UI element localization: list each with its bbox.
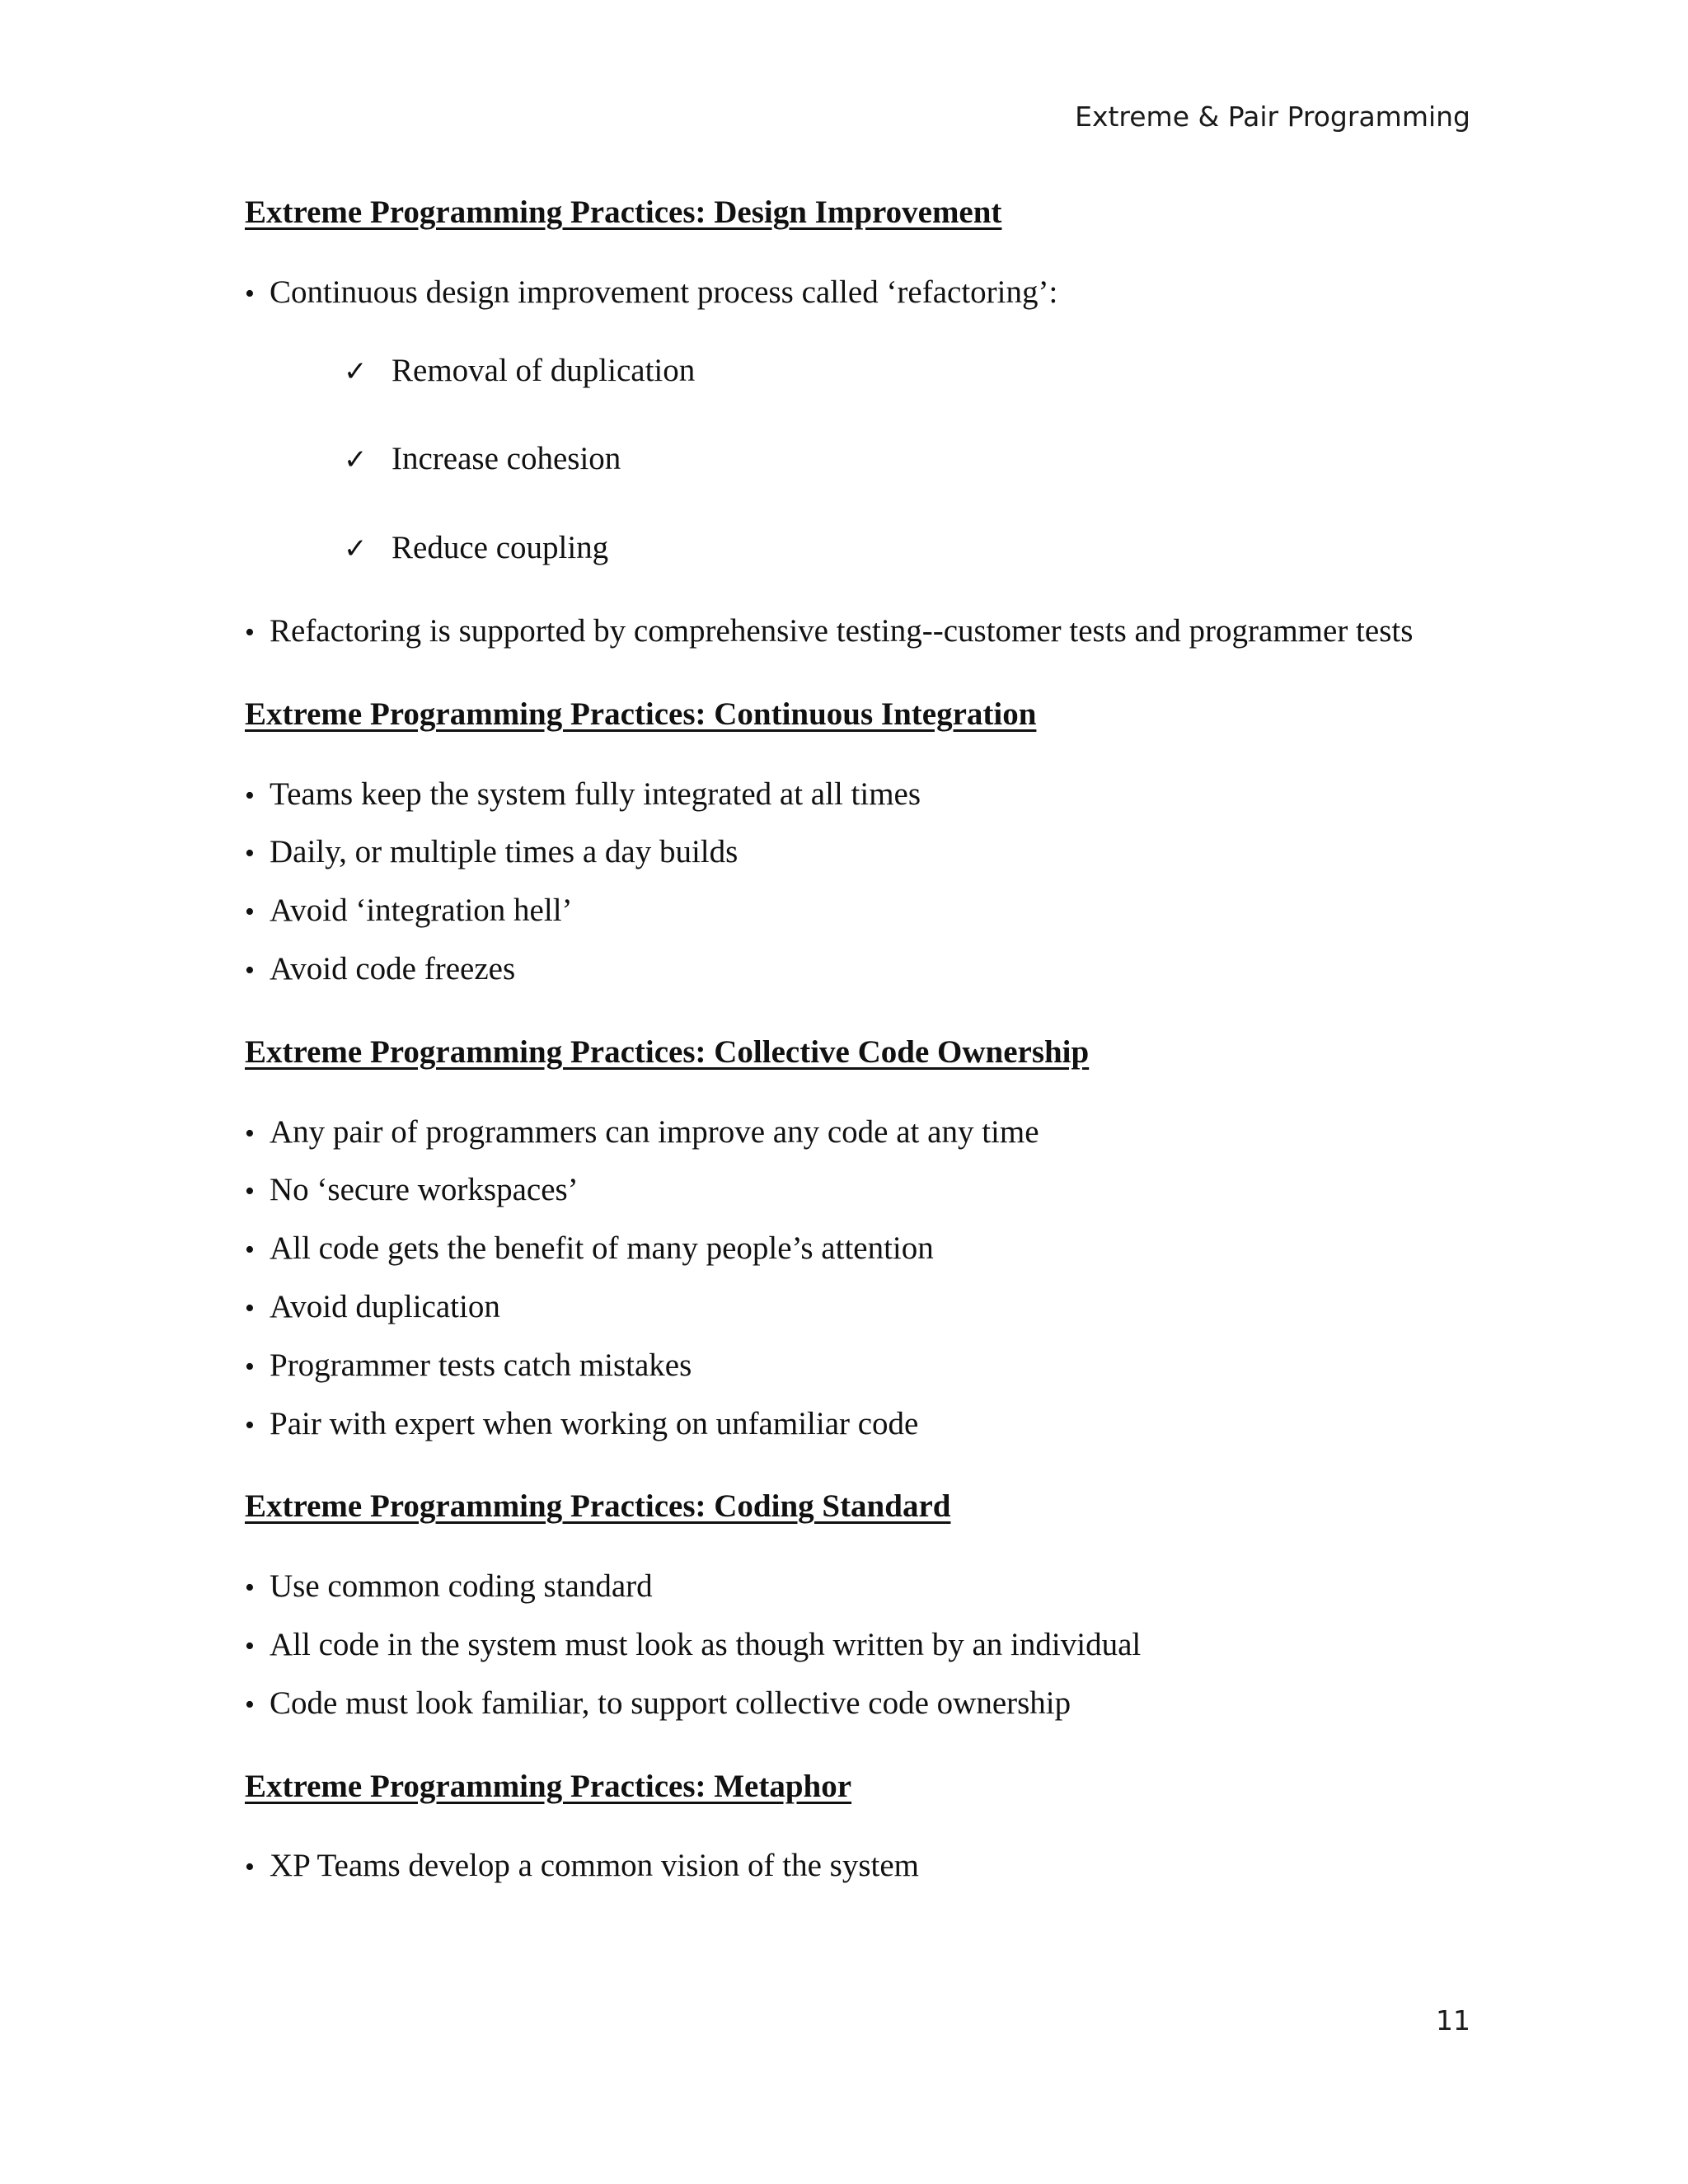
list-item-text: XP Teams develop a common vision of the system bbox=[270, 1848, 919, 1884]
list-item-text: Avoid duplication bbox=[270, 1288, 500, 1324]
bullet-icon: • bbox=[245, 1176, 255, 1207]
bullet-icon: • bbox=[245, 954, 255, 986]
list-item-text: Pair with expert when working on unfamiliar code bbox=[270, 1405, 919, 1441]
list-item bbox=[245, 1626, 1481, 1665]
section-title: Extreme Programming Practices: Continuous Integration bbox=[245, 696, 1037, 732]
list-item-text: Refactoring is supported by comprehensive testing--customer tests and programmer tests bbox=[270, 612, 1414, 649]
checklist-item-text: Removal of duplication bbox=[392, 352, 696, 388]
bullet-icon: • bbox=[245, 1235, 255, 1266]
bullet-icon: • bbox=[245, 1292, 255, 1324]
list-item-text: All code gets the benefit of many people’s attention bbox=[270, 1230, 934, 1267]
bullet-icon: • bbox=[245, 1689, 255, 1720]
list-item bbox=[245, 776, 1481, 814]
bullet-icon: • bbox=[245, 1118, 255, 1149]
checklist-item bbox=[344, 529, 1481, 568]
list-item-text: No ‘secure workspaces’ bbox=[270, 1172, 579, 1208]
section-title: Extreme Programming Practices: Coding Standard bbox=[245, 1488, 951, 1525]
list-item bbox=[245, 1568, 1481, 1606]
list-item bbox=[245, 1847, 1481, 1886]
list-item-text: Continuous design improvement process called ‘refactoring’: bbox=[270, 274, 1058, 310]
list-item bbox=[245, 612, 1481, 651]
list-item-text: Daily, or multiple times a day builds bbox=[270, 834, 738, 870]
list-item-text: Code must look familiar, to support collective code ownership bbox=[270, 1685, 1071, 1721]
bullet-icon: • bbox=[245, 838, 255, 869]
section-metaphor bbox=[245, 1768, 1481, 1886]
section-design-improvement bbox=[245, 194, 1481, 651]
bullet-icon: • bbox=[245, 1572, 255, 1604]
list-item bbox=[245, 950, 1481, 989]
list-item bbox=[245, 1347, 1481, 1385]
list-item-text: Teams keep the system fully integrated at all times bbox=[270, 776, 921, 812]
bullet-icon: • bbox=[245, 278, 255, 309]
list-item-text: Use common coding standard bbox=[270, 1568, 653, 1605]
bullet-icon: • bbox=[245, 897, 255, 928]
checklist bbox=[344, 352, 1481, 568]
checkmark-icon: ✓ bbox=[344, 443, 368, 477]
page-number: 11 bbox=[1436, 2004, 1470, 2036]
section-title: Extreme Programming Practices: Collective Code Ownership bbox=[245, 1033, 1090, 1070]
list-item-text: Any pair of programmers can improve any code at any time bbox=[270, 1113, 1039, 1150]
checkmark-icon: ✓ bbox=[344, 354, 368, 388]
checkmark-icon: ✓ bbox=[344, 532, 368, 566]
list-item bbox=[245, 1405, 1481, 1444]
list-item-text: Avoid code freezes bbox=[270, 950, 516, 987]
bullet-icon: • bbox=[245, 1852, 255, 1883]
section-continuous-integration bbox=[245, 696, 1481, 989]
bullet-icon: • bbox=[245, 1351, 255, 1382]
list-item bbox=[245, 274, 1481, 312]
list-item bbox=[245, 1113, 1481, 1152]
list-item-text: All code in the system must look as though written by an individual bbox=[270, 1626, 1142, 1662]
list-item-text: Avoid ‘integration hell’ bbox=[270, 893, 573, 929]
bullet-icon: • bbox=[245, 616, 255, 648]
checklist-item bbox=[344, 352, 1481, 391]
bullet-icon: • bbox=[245, 1409, 255, 1441]
list-item bbox=[245, 1685, 1481, 1723]
section-collective-code-ownership bbox=[245, 1033, 1481, 1444]
list-item bbox=[245, 1171, 1481, 1210]
section-title: Extreme Programming Practices: Metaphor bbox=[245, 1768, 852, 1804]
list-item-text: Programmer tests catch mistakes bbox=[270, 1347, 692, 1383]
bullet-icon: • bbox=[245, 780, 255, 811]
list-item bbox=[245, 1230, 1481, 1268]
list-item bbox=[245, 1288, 1481, 1327]
bullet-icon: • bbox=[245, 1630, 255, 1661]
checklist-item bbox=[344, 440, 1481, 479]
section-coding-standard bbox=[245, 1488, 1481, 1722]
section-title: Extreme Programming Practices: Design Improvement bbox=[245, 194, 1002, 230]
list-item bbox=[245, 892, 1481, 930]
list-item bbox=[245, 833, 1481, 872]
checklist-item-text: Reduce coupling bbox=[392, 530, 609, 566]
document-body bbox=[245, 194, 1481, 1886]
running-header: Extreme & Pair Programming bbox=[1075, 101, 1470, 133]
checklist-item-text: Increase cohesion bbox=[392, 441, 621, 477]
